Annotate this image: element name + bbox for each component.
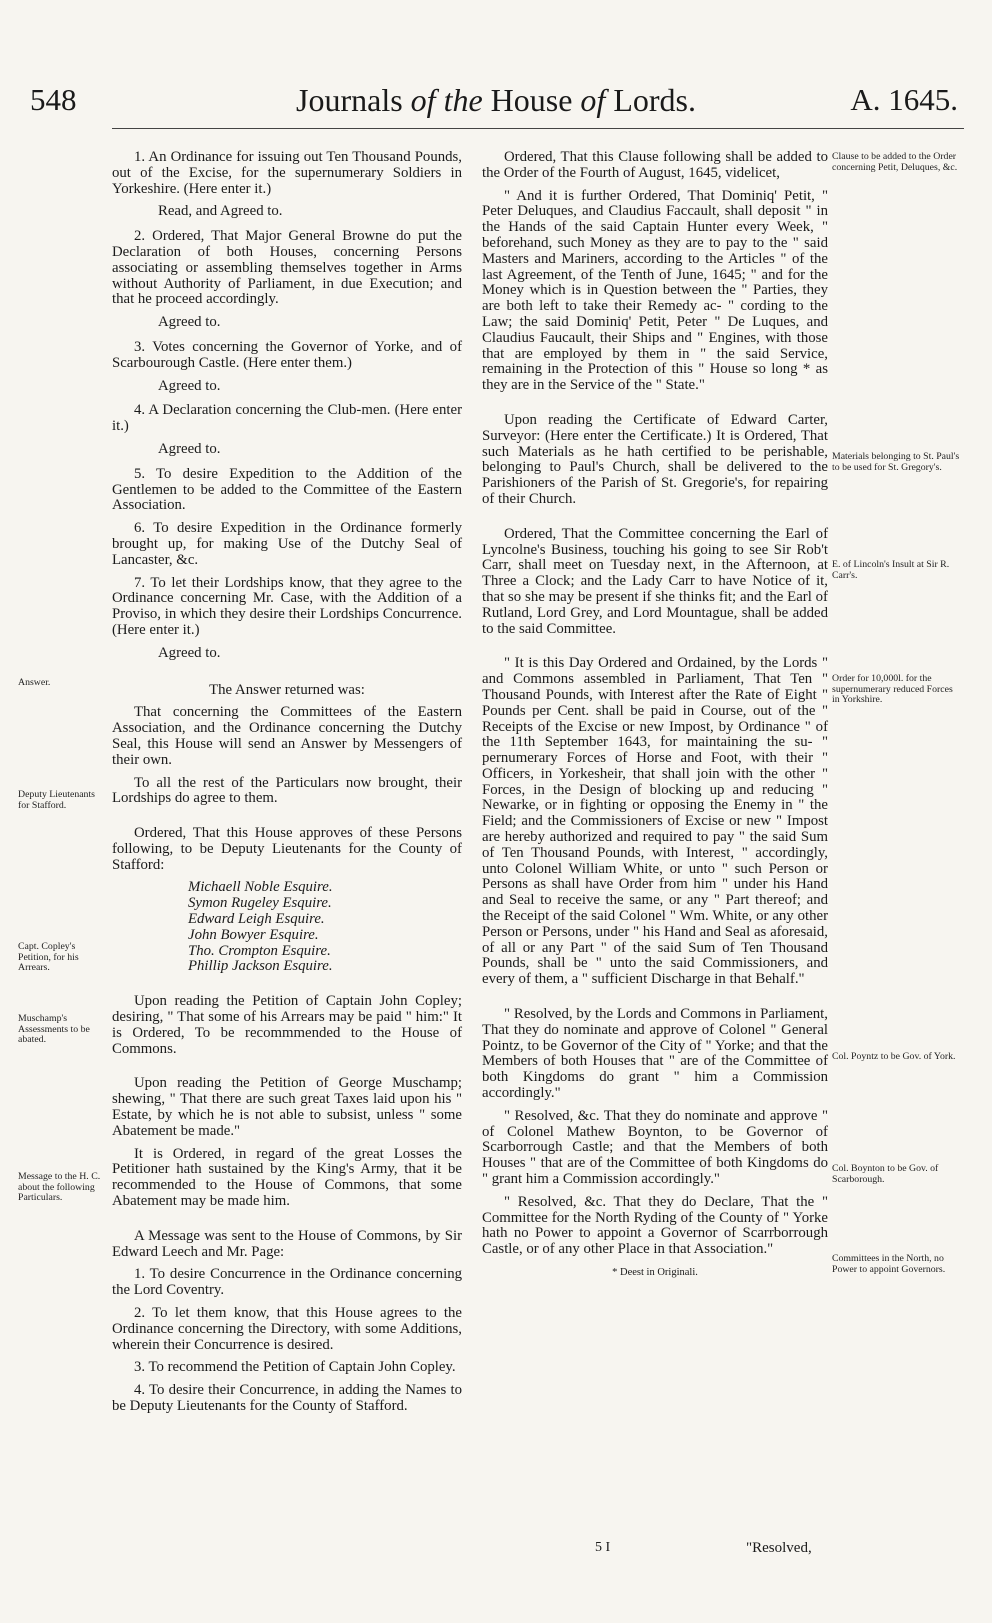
name-line: Tho. Crompton Esquire. [188, 942, 331, 959]
margin-note: Materials belonging to St. Paul's to be used for St. Gregory's. [832, 451, 960, 473]
name-line: Symon Rugeley Esquire. [188, 895, 332, 912]
margin-note: Clause to be added to the Order concerning Petit, Deluques, &c. [832, 151, 958, 173]
paragraph: " Resolved, &c. That they do nominate and approve " of Colonel Mathew Boynton, to be Governor of Scarborrough Castle; and that the Members of both Houses " that are of the Committee of both Kingdoms do " grant him a Commission accordingly." [482, 1107, 828, 1188]
paragraph: Ordered, That the Committee concerning the Earl of Lyncolne's Business, touching his going to see Sir Rob't Carr, shall meet on Tuesday next, in the Afternoon, at Three a Clock; and the Lady Carr to have Notice of it, that so she may be present if she thinks fit; and the Earl of Rutland, Lord Grey, and Lord Mountague, shall be added to the said Committee. [482, 525, 828, 637]
page-year: A. 1645. [850, 82, 958, 117]
title-part: House [490, 82, 573, 118]
title-part: Lords. [613, 82, 696, 118]
margin-note: Capt. Copley's Petition, for his Arrears. [18, 941, 79, 973]
agreed-line: Read, and Agreed to. [158, 203, 283, 220]
paragraph: It is Ordered, in regard of the great Losses the Petitioner hath sustained by the King's Army, that it be recommended to the House of Commons, that some Abatement may be made him. [112, 1145, 462, 1210]
deputy-names [112, 880, 462, 975]
margin-note: Message to the H. C. about the following Particulars. [18, 1171, 101, 1203]
signature-mark: 5 I [595, 1540, 611, 1555]
page-header [0, 82, 992, 138]
paragraph: 1. An Ordinance for issuing out Ten Thousand Pounds, out of the Excise, for the supernumerary Soldiers in Yorkeshire. (Here enter it.) [112, 149, 462, 197]
margin-note: Deputy Lieutenants for Stafford. [18, 789, 95, 811]
paragraph: 6. To desire Expedition in the Ordinance formerly brought up, for making Use of the Dutchy Seal of Lancaster, &c. [112, 520, 462, 568]
paragraph: That concerning the Committees of the Eastern Association, and the Ordinance concerning the Dutchy Seal, this House will send an Answer by Messengers of their own. [112, 704, 462, 768]
margin-note: Answer. [18, 677, 51, 688]
paragraph: " Resolved, by the Lords and Commons in Parliament, That they do nominate and approve of Colonel " General Pointz, to be Governor of the City of " Yorke; and that the Members of both Houses that " are of the Committee of both Kingdoms do grant " him a Commission accordingly." [482, 1006, 828, 1102]
footnote: * Deest in Originali. [612, 1267, 698, 1278]
catchword: "Resolved, [746, 1540, 812, 1556]
agreed-line: Agreed to. [158, 314, 221, 331]
paragraph: To all the rest of the Particulars now brought, their Lordships do agree to them. [112, 774, 462, 807]
title-part: the [435, 82, 491, 118]
agreed-line: Agreed to. [158, 644, 221, 661]
title-part: Journals [296, 82, 411, 118]
margin-note: Col. Boynton to be Gov. of Scarborough. [832, 1163, 939, 1185]
name-line: Phillip Jackson Esquire. [188, 958, 333, 975]
paragraph: 3. To recommend the Petition of Captain John Copley. [134, 1359, 456, 1376]
name-line: Michaell Noble Esquire. [188, 879, 333, 896]
title-part: of [410, 82, 436, 118]
paragraph: 2. Ordered, That Major General Browne do put the Declaration of both Houses, concerning Persons associating or assembling themselves together in Arms without Authority of Parliament, in due Execution; and that he proceed accordingly. [112, 228, 462, 308]
paragraph: Upon reading the Petition of George Muschamp; shewing, " That there are such great Taxes laid upon his " Estate, by which he is not able to subsist, unless " some Abatement be made." [112, 1075, 462, 1139]
agreed-line: Agreed to. [158, 440, 221, 457]
right-column [482, 150, 828, 1288]
paragraph: " It is this Day Ordered and Ordained, by the Lords " and Commons assembled in Parliament, That Ten " Thousand Pounds, with Interest after the Rate of Eight " Pounds per Cent. shall be paid in Course, out of the " Receipts of the Excise or new Impost, by Ordinance " of the 11th September 1643, for maintaining the su- " pernumerary Forces of Horse and Foot, with their " Officers, in Yorkesheir, that shall join with the other " Forces, in the Design of blocking up and reducing " Newarke, or in fighting or opposing the Enemy in " the Field; and the Commissioners of Excise or new " Impost are hereby authorized and required to pay " the said Sum of Ten Thousand Pounds, with Interest, " accordingly, unto Colonel William White, or unto " such Person or Persons as shall have Order from him " under his Hand and Seal to receive the same, or any " Part thereof; and the Receipt of the said Colonel " Wm. White, or any other Person or Persons, under " his Hand and Seal as aforesaid, of all or any Part " of the said Sum of Ten Thousand Pounds, shall be " unto the said Commissioners, and every of them, a " sufficient Discharge in that Behalf." [482, 655, 828, 988]
paragraph: 1. To desire Concurrence in the Ordinance concerning the Lord Coventry. [112, 1266, 462, 1299]
page-number: 548 [30, 82, 77, 117]
paragraph: Ordered, That this House approves of these Persons following, to be Deputy Lieutenants for the County of Stafford: [112, 825, 462, 873]
margin-note: Committees in the North, no Power to appoint Governors. [832, 1253, 946, 1275]
name-line: John Bowyer Esquire. [188, 926, 319, 943]
left-column [112, 150, 462, 1422]
margin-note: Muschamp's Assessments to be abated. [18, 1013, 90, 1045]
paragraph: 7. To let their Lordships know, that they agree to the Ordinance concerning Mr. Case, with the Addition of a Proviso, in which they desire their Lordships Concurrence. (Here enter it.) [112, 574, 462, 638]
paragraph: Ordered, That this Clause following shall be added to the Order of the Fourth of August, 1645, videlicet, [482, 149, 828, 181]
paragraph: 5. To desire Expedition to the Addition of the Gentlemen to be added to the Committee of the Eastern Association. [112, 465, 462, 514]
paragraph: 4. A Declaration concerning the Club-men. (Here enter it.) [112, 402, 462, 435]
paragraph: 4. To desire their Concurrence, in adding the Names to be Deputy Lieutenants for the County of Stafford. [112, 1382, 462, 1414]
answer-heading: The Answer returned was: [209, 681, 365, 698]
paragraph: 2. To let them know, that this House agrees to the Ordinance concerning the Directory, with some Additions, wherein their Concurrence is desired. [112, 1305, 462, 1353]
agreed-line: Agreed to. [158, 377, 221, 394]
paragraph: 3. Votes concerning the Governor of Yorke, and of Scarbourough Castle. (Here enter them.) [112, 338, 462, 371]
name-line: Edward Leigh Esquire. [188, 911, 325, 928]
paragraph: " And it is further Ordered, That Dominiq' Petit, " Peter Deluques, and Claudius Faccault, shall deposit " in the Hands of the said Captain Hunter every Week, " beforehand, such Money as they are to pay to the " said Masters and Mariners, according to the Articles " of the last Agreement, of the Tenth of June, 1645; " and for the Money which is in Question between the " Parties, they are both left to take their Remedy ac- " cording to the Law; the said Dominiq' Petit, Peter " De Luques, and Claudius Faucault, their Ships and " Engines, with those that are employed by them in " the said Service, remaining in the Protection of this " House so long * as they are in the Service of the " State." [482, 187, 828, 394]
margin-note: Order for 10,000l. for the supernumerary reduced Forces in Yorkshire. [832, 673, 953, 705]
paragraph: Upon reading the Petition of Captain John Copley; desiring, " That some of his Arrears may be paid " him:" It is Ordered, To be recommmended to the House of Commons. [112, 993, 462, 1057]
running-title [0, 82, 992, 119]
title-part: of [572, 82, 614, 118]
margin-note: Col. Poyntz to be Gov. of York. [832, 1051, 956, 1062]
header-rule [112, 128, 964, 129]
paragraph: A Message was sent to the House of Commons, by Sir Edward Leech and Mr. Page: [112, 1227, 462, 1260]
paragraph: Upon reading the Certificate of Edward Carter, Surveyor: (Here enter the Certificate.) It is Ordered, That such Materials as he hath certified to be perishable, belonging to Paul's Church, shall be delivered to the Parishioners of the Parish of St. Gregorie's, for repairing of their Church. [482, 411, 828, 507]
margin-note: E. of Lincoln's Insult at Sir R. Carr's. [832, 559, 950, 581]
paragraph: " Resolved, &c. That they do Declare, That the " Committee for the North Ryding of the County of " Yorke hath no Power to appoint a Governor of Scarrborrough Castle, or of any other Place in that Association." [482, 1193, 828, 1258]
